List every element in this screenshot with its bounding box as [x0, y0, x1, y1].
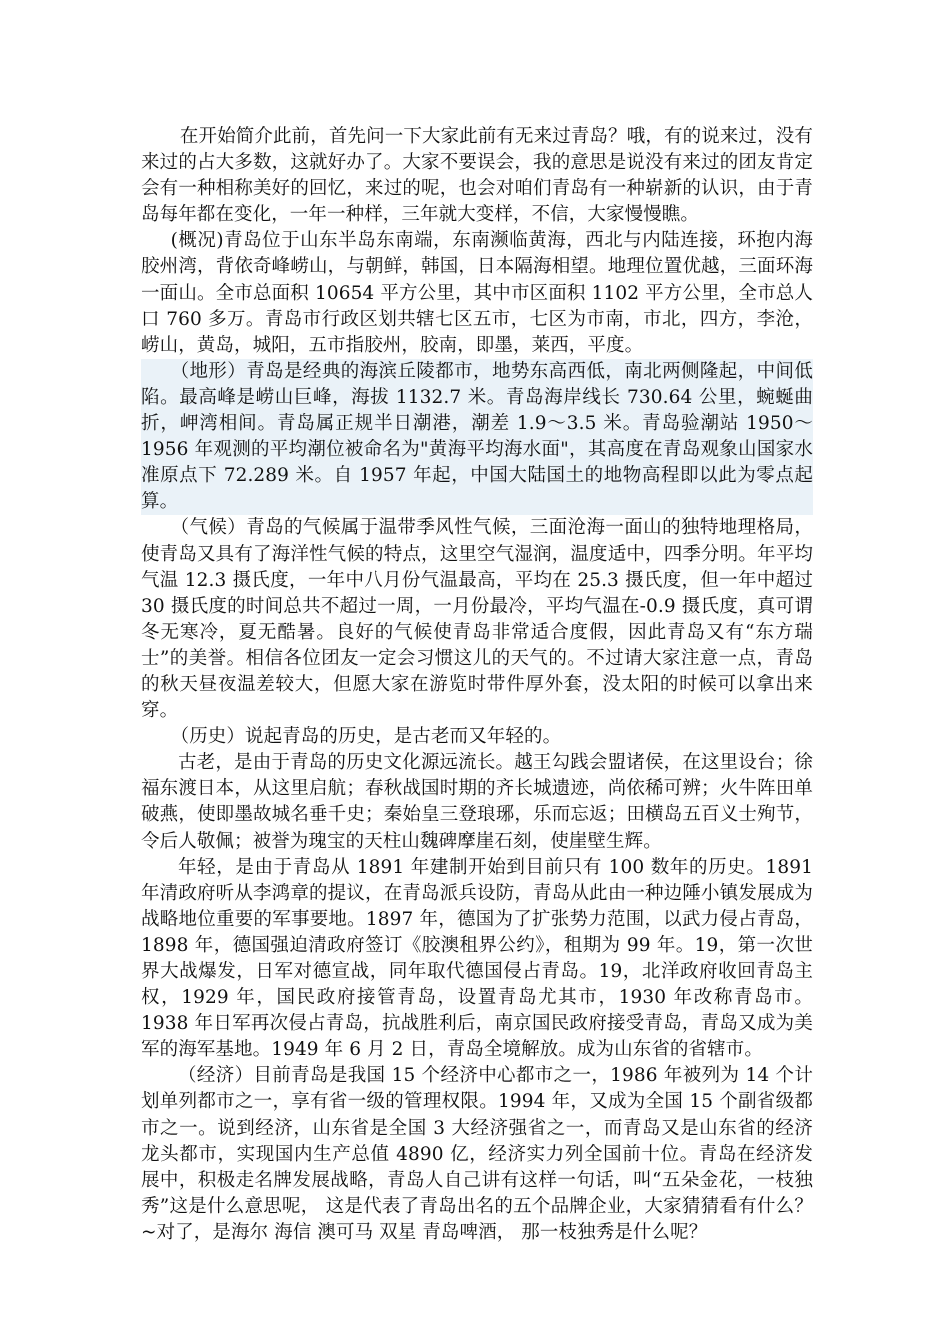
paragraph-climate: （气候）青岛的气候属于温带季风性气候，三面沧海一面山的独特地理格局，使青岛又具有了海洋性气候的特点，这里空气湿润，温度适中，四季分明。年平均气温 12.3 摄氏度，一年中八月份气温最高，平均在 25.3 摄氏度，但一年中超过 30 摄氏度的时间总共不超过一周，一月份最冷，平均气温在-0.9 摄氏度，真可谓冬无寒冷，夏无酷暑。良好的气候使青岛非常适合度假，因此青岛又有“东方瑞士”的美誉。相信各位团友一定会习惯这儿的天气的。不过请大家注意一点，青岛的秋天昼夜温差较大，但愿大家在游览时带件厚外套，没太阳的时候可以拿出来穿。 [141, 517, 813, 722]
paragraph-economy: （经济）目前青岛是我国 15 个经济中心都市之一，1986 年被列为 14 个计划单列都市之一，享有省一级的管理权限。1994 年，又成为全国 15 个副省级都市之一。说到经济，山东省是全国 3 大经济强省之一，而青岛又是山东省的经济龙头都市，实现国内生产总值 4890 亿，经济实力列全国前十位。青岛在经济发展中，积极走名牌发展战略，青岛人自己讲有这样一句话，叫“五朵金花，一枝独秀”这是什么意思呢， 这是代表了青岛出名的五个品牌企业，大家猜猜看有什么？~对了，是海尔 海信 澳可马 双星 青岛啤酒， 那一枝独秀是什么呢？ [141, 1065, 813, 1243]
paragraph-intro: 在开始简介此前，首先问一下大家此前有无来过青岛？哦，有的说来过，没有来过的占大多数，这就好办了。大家不要误会，我的意思是说没有来过的团友肯定会有一种相称美好的回忆，来过的呢，也会对咱们青岛有一种崭新的认识，由于青岛每年都在变化，一年一种样，三年就大变样，不信，大家慢慢瞧。 [141, 126, 813, 226]
paragraph-overview: (概况)青岛位于山东半岛东南端，东南濒临黄海，西北与内陆连接，环抱内海胶州湾，背依奇峰崂山，与朝鲜，韩国，日本隔海相望。地理位置优越，三面环海一面山。全市总面积 10654 平方公里，其中市区面积 1102 平方公里，全市总人口 760 多万。青岛市行政区划共辖七区五市，七区为市南，市北，四方，李沧，崂山，黄岛，城阳，五市指胶州，胶南，即墨，莱西，平度。 [141, 230, 813, 356]
paragraph-history-ancient: 古老，是由于青岛的历史文化源远流长。越王勾践会盟诸侯，在这里设台；徐福东渡日本，从这里启航；春秋战国时期的齐长城遗迹，尚依稀可辨；火牛阵田单破燕，使即墨故城名垂千史；秦始皇三登琅琊，乐而忘返；田横岛五百义士殉节，令后人敬佩；被誉为瑰宝的天柱山魏碑摩崖石刻，使崖壁生辉。 [141, 752, 813, 852]
paragraph-history-intro: （历史）说起青岛的历史，是古老而又年轻的。 [170, 726, 562, 748]
document-body [141, 124, 813, 1246]
paragraph-terrain: （地形）青岛是经典的海滨丘陵都市，地势东高西低，南北两侧隆起，中间低陷。最高峰是崂山巨峰，海拔 1132.7 米。青岛海岸线长 730.64 公里，蜿蜒曲折，岬湾相间。青岛属正规半日潮港，潮差 1.9～3.5 米。青岛验潮站 1950～1956 年观测的平均潮位被命名为"黄海平均海水面"，其高度在青岛观象山国家水准原点下 72.289 米。自 1957 年起，中国大陆国土的地物高程即以此为零点起算。 [141, 359, 813, 516]
paragraph-history-young: 年轻，是由于青岛从 1891 年建制开始到目前只有 100 数年的历史。1891 年清政府听从李鸿章的提议，在青岛派兵设防，青岛从此由一种边陲小镇发展成为战略地位重要的军事要地。1897 年，德国为了扩张势力范围，以武力侵占青岛，1898 年，德国强迫清政府签订《胶澳租界公约》，租期为 99 年。19，第一次世界大战爆发，日军对德宣战，同年取代德国侵占青岛。19，北洋政府收回青岛主权，1929 年，国民政府接管青岛，设置青岛尤其市，1930 年改称青岛市。1938 年日军再次侵占青岛，抗战胜利后，南京国民政府接受青岛，青岛又成为美军的海军基地。1949 年 6 月 2 日，青岛全境解放。成为山东省的省辖市。 [141, 856, 813, 1061]
